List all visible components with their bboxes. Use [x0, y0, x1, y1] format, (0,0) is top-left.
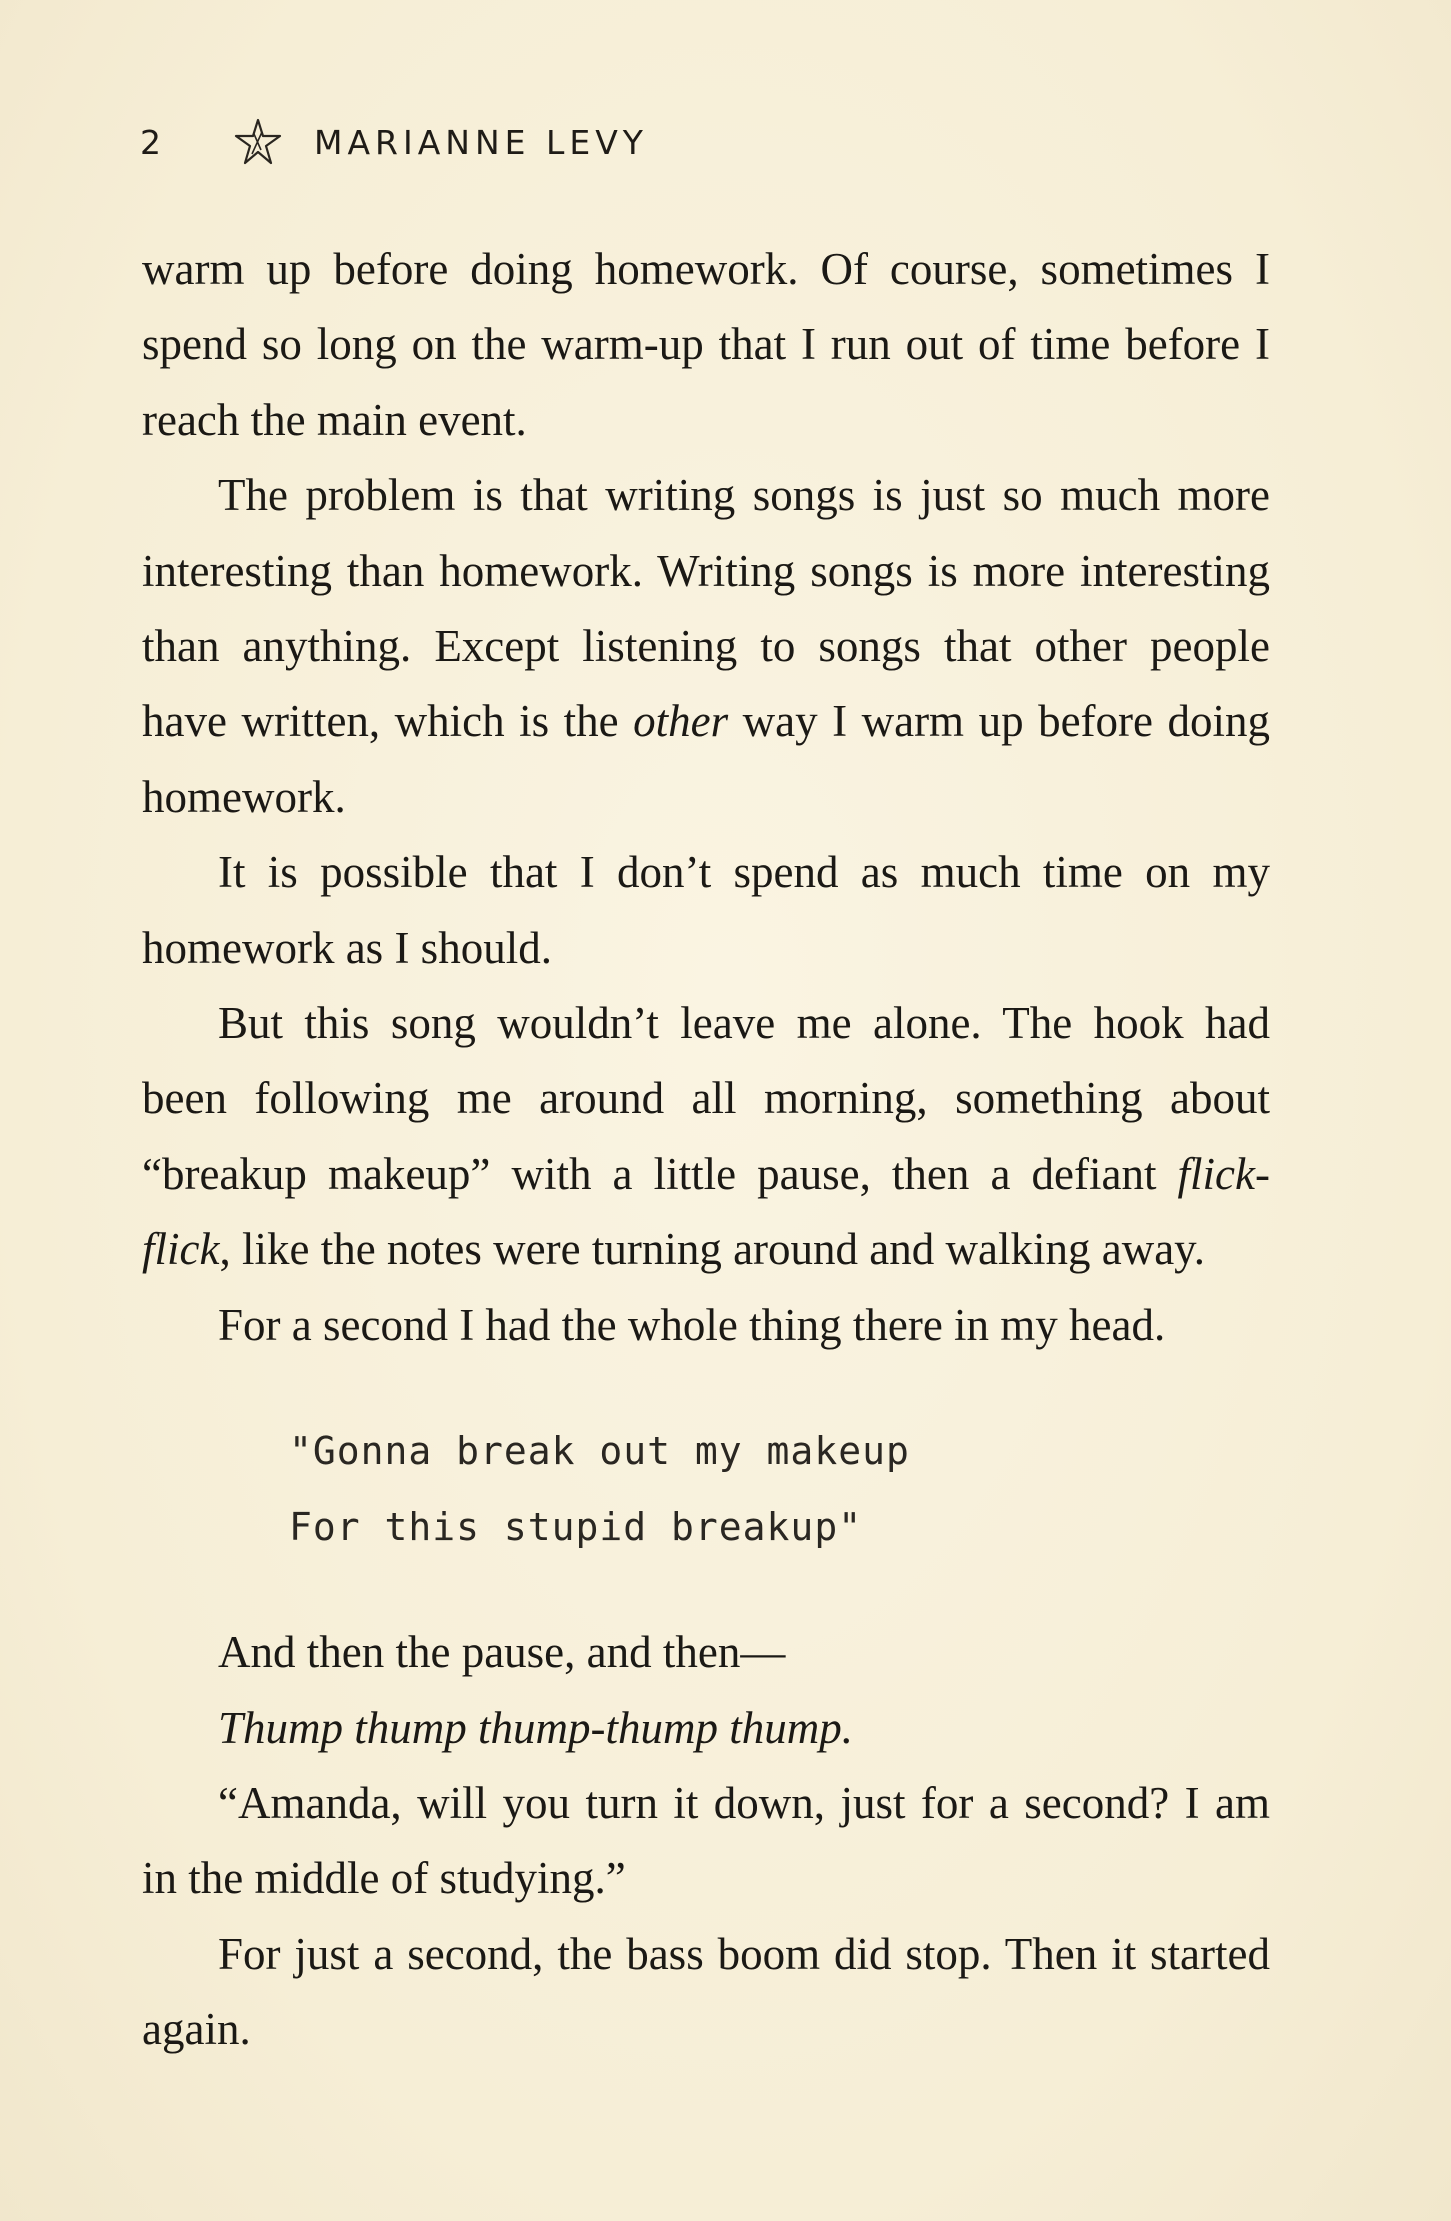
paragraph-9 — [142, 1917, 1270, 2068]
paragraph-3 — [142, 835, 1270, 986]
lyric-line: "Gonna break out my makeup — [289, 1429, 910, 1474]
body-text — [142, 232, 1270, 2068]
paragraph-2-text-end: way I warm up before doing homework. — [142, 696, 1270, 822]
paragraph-5-text: For a second I had the whole thing there in my head. — [218, 1299, 1166, 1350]
paragraph-6 — [142, 1615, 1270, 1690]
paragraph-8-text: “Amanda, will you turn it down, just for a second? I am in the middle of studying.” — [142, 1777, 1270, 1904]
page-number: 2 — [140, 122, 161, 162]
paragraph-1 — [142, 232, 1270, 458]
paragraph-2-emphasis: other — [633, 696, 729, 747]
paragraph-2 — [142, 458, 1270, 835]
running-head — [140, 112, 648, 172]
paragraph-7-emphasis: Thump thump thump-thump thump. — [218, 1702, 854, 1753]
paragraph-6-text: And then the pause, and then— — [218, 1627, 786, 1678]
paragraph-1-text: warm up before doing homework. Of course, sometimes I spend so long on the warm-up that I run out of time before I reach the main event. — [142, 244, 1270, 445]
paragraph-4-text: But this song wouldn’t leave me alone. The hook had been following me around all morning, something about “breakup makeup” with a little pause, then a defiant — [142, 998, 1270, 1199]
paragraph-4-emphasis: flick-flick — [142, 1148, 1270, 1275]
paragraph-4-text-end: , like the notes were turning around and walking away. — [219, 1224, 1206, 1275]
author-name: MARIANNE LEVY — [314, 122, 648, 162]
paragraph-2-text: The problem is that writing songs is just so much more interesting than homework. Writing songs is more interesting than anything. Except listening to songs that other people have written, which is the — [142, 470, 1270, 747]
paragraph-8 — [142, 1766, 1270, 1917]
lyric-line: For this stupid breakup" — [289, 1505, 863, 1550]
star-icon — [230, 114, 286, 170]
paragraph-7 — [142, 1691, 1270, 1766]
paragraph-3-text: It is possible that I don’t spend as much time on my homework as I should. — [142, 847, 1270, 973]
paragraph-4 — [142, 986, 1270, 1288]
paragraph-9-text: For just a second, the bass boom did stop. Then it started again. — [142, 1928, 1270, 2055]
song-lyrics — [142, 1363, 1270, 1615]
paragraph-5 — [142, 1288, 1270, 1363]
